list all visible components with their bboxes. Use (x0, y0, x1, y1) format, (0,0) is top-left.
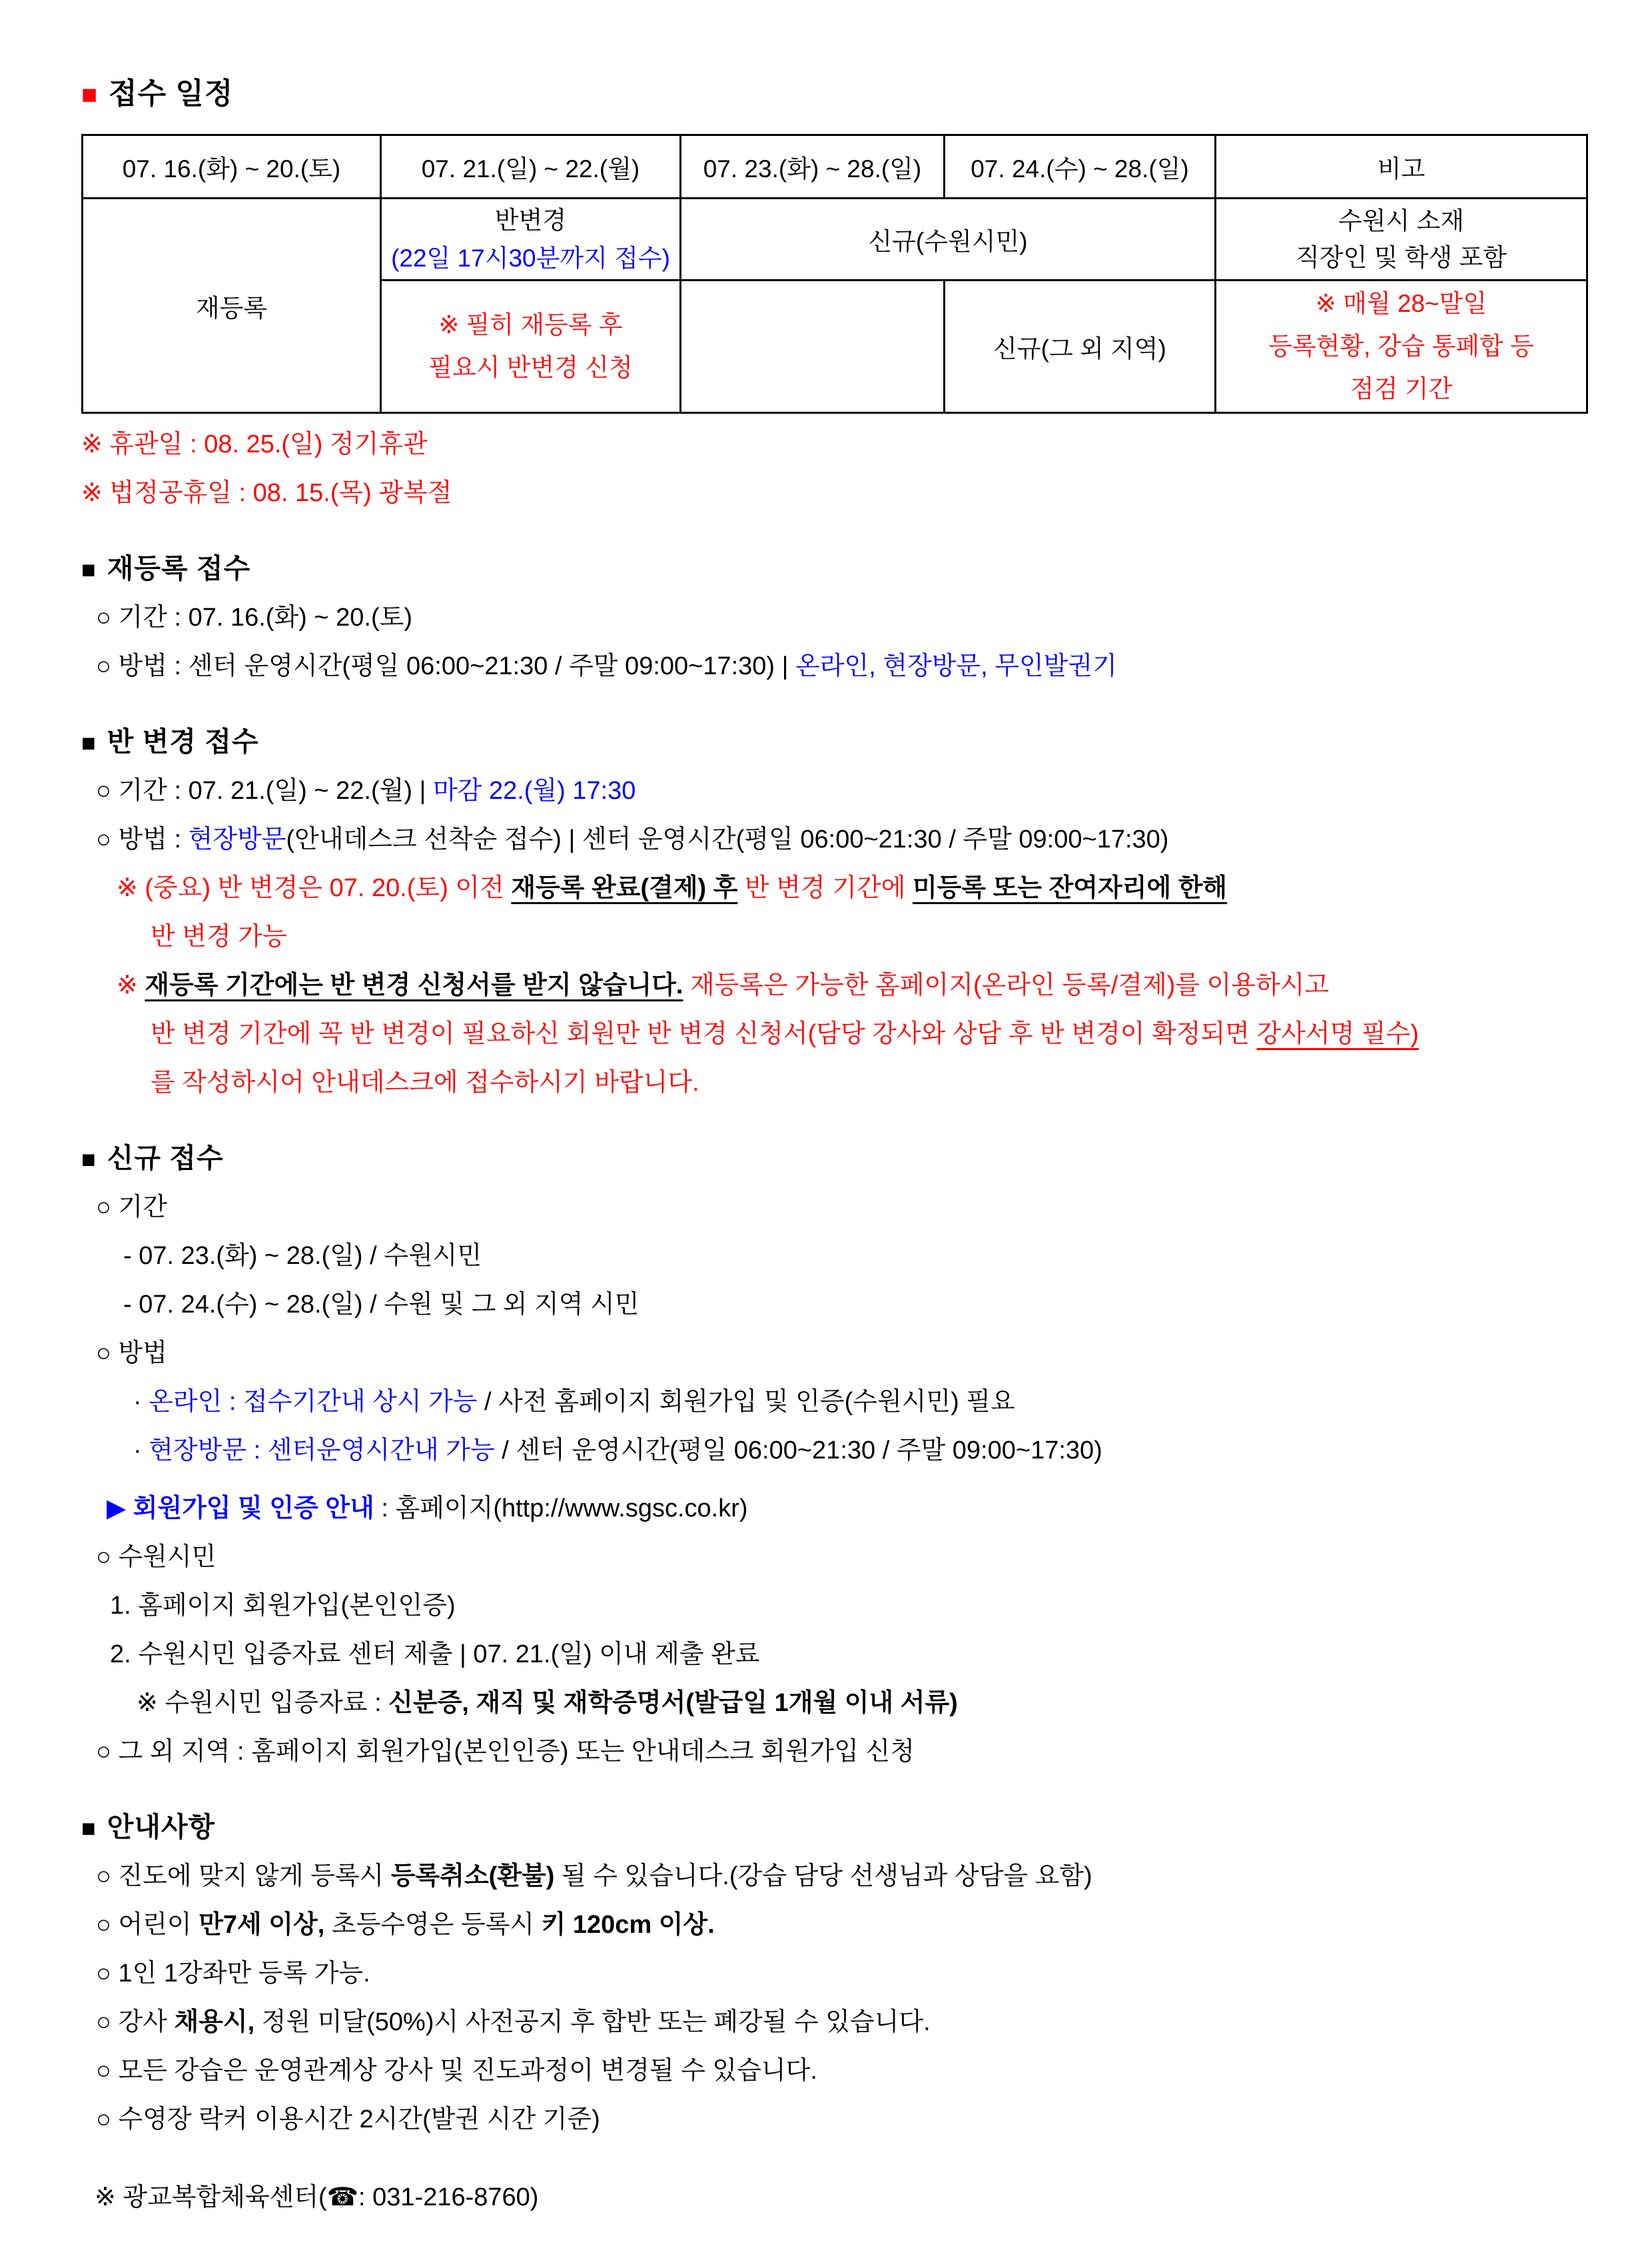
text-line (1216, 282, 1586, 325)
text-segment: 재등록 기간에는 반 변경 신청서를 받지 않습니다. (145, 971, 683, 999)
text-line (81, 2095, 1599, 2144)
text-line (382, 239, 679, 277)
holiday-notes (81, 420, 1599, 518)
text-segment: ※ 매월 28~말일 (1315, 290, 1487, 317)
text-line (382, 201, 679, 239)
text-line (81, 864, 1599, 913)
text-segment: - 07. 24.(수) ~ 28.(일) / 수원 및 그 외 지역 시민 (123, 1291, 639, 1319)
text-segment (683, 971, 690, 999)
text-line (81, 767, 1599, 816)
text-segment: ▶ (107, 1494, 133, 1522)
text-line (81, 642, 1599, 691)
section-heading-text: 신규 접수 (107, 1143, 224, 1173)
text-segment: 2. 수원시민 입증자료 센터 제출 | 07. 21.(일) 이내 제출 완료 (110, 1640, 760, 1668)
table-row (83, 199, 1587, 281)
text-segment: 회원가입 및 인증 안내 (133, 1494, 374, 1522)
text-line (81, 816, 1599, 864)
text-line (1216, 203, 1586, 239)
text-segment: ※ 법정공휴일 : 08. 15.(목) 광복절 (81, 479, 452, 507)
text-segment: 현장방문 (188, 826, 286, 853)
text-segment: 만7세 이상, (199, 1911, 325, 1939)
text-segment: ○ 모든 강습은 운영관계상 강사 및 진도과정이 변경될 수 있습니다. (96, 2057, 817, 2085)
text-segment: ※ (117, 971, 145, 999)
text-segment: 정원 미달(50%)시 사전공지 후 합반 또는 폐강될 수 있습니다. (254, 2008, 931, 2036)
text-line (382, 346, 679, 389)
text-line (81, 1950, 1599, 1998)
text-line (81, 1998, 1599, 2047)
page-title-text: 접수 일정 (109, 77, 234, 110)
text-line (81, 2047, 1599, 2095)
text-segment: ※ 수원시민 입증자료 : (137, 1689, 389, 1717)
cell-diagonal-empty (681, 281, 945, 413)
text-segment: ○ 수원시민 (96, 1543, 216, 1571)
section-heading (81, 1803, 1599, 1852)
section-new-register (81, 1134, 1599, 1776)
table-header-row (83, 135, 1587, 199)
cell-reregister: 재등록 (83, 199, 381, 413)
cell-new-other: 신규(그 외 지역) (945, 281, 1216, 413)
text-line (81, 1484, 1599, 1533)
text-segment: ○ 방법 : 센터 운영시간(평일 06:00~21:30 / 주말 09:00~17:30) | (96, 652, 796, 680)
header-period-2: 07. 21.(일) ~ 22.(월) (381, 135, 681, 199)
text-segment: 반변경 (494, 207, 567, 234)
section-heading-text: 반 변경 접수 (107, 726, 259, 757)
text-line (81, 1329, 1599, 1378)
text-segment: 온라인, 현장방문, 무인발권기 (795, 652, 1117, 680)
text-line (81, 913, 1599, 961)
header-period-3: 07. 23.(화) ~ 28.(일) (681, 135, 945, 199)
section-heading-text: 안내사항 (107, 1812, 216, 1842)
text-line (1216, 239, 1586, 276)
text-line (81, 961, 1599, 1010)
section-body (81, 1852, 1599, 2144)
text-segment: 현장방문 : 센터운영시간내 가능 (149, 1436, 495, 1464)
header-remark: 비고 (1216, 135, 1587, 199)
text-segment: 반 변경 가능 (151, 923, 287, 951)
text-segment: · (133, 1436, 149, 1464)
text-segment: ○ 방법 (96, 1339, 167, 1367)
red-square-icon: ■ (81, 80, 99, 109)
text-segment: : 홈페이지(http://www.sgsc.co.kr) (374, 1494, 748, 1522)
text-segment: ○ 그 외 지역 : 홈페이지 회원가입(본인인증) 또는 안내데스크 회원가입 신청 (96, 1738, 915, 1766)
text-line (81, 1582, 1599, 1630)
section-heading (81, 544, 1599, 594)
text-line (81, 1901, 1599, 1950)
text-segment: ○ 진도에 맞지 않게 등록시 (96, 1862, 391, 1890)
text-segment: 채용시, (174, 2008, 255, 2036)
cell-class-change-note (381, 281, 681, 413)
section-body (81, 1183, 1599, 1776)
text-segment: 등록현황, 강습 통폐합 등 (1268, 332, 1534, 360)
text-segment: ※ (중요) 반 변경은 07. 20.(토) 이전 (117, 874, 512, 902)
text-segment: ○ 강사 (96, 2008, 175, 2036)
section-body (81, 767, 1599, 1107)
text-segment: ○ 기간 : 07. 16.(화) ~ 20.(토) (96, 604, 412, 632)
black-square-icon: ■ (81, 1814, 97, 1842)
text-segment: 1. 홈페이지 회원가입(본인인증) (110, 1592, 456, 1620)
text-segment: ○ 어린이 (96, 1911, 199, 1939)
text-segment: 등록취소(환불) (390, 1862, 555, 1890)
text-segment: (22일 17시30분까지 접수) (391, 245, 670, 272)
text-segment: 온라인 : 접수기간내 상시 가능 (149, 1388, 478, 1416)
header-period-4: 07. 24.(수) ~ 28.(일) (945, 135, 1216, 199)
text-line (81, 1533, 1599, 1582)
section-heading-text: 재등록 접수 (107, 553, 251, 584)
text-segment: / 사전 홈페이지 회원가입 및 인증(수원시민) 필요 (477, 1388, 1015, 1416)
section-heading (81, 718, 1599, 767)
section-heading (81, 1134, 1599, 1183)
text-segment: ○ 기간 (96, 1193, 167, 1221)
footer-contact (81, 2173, 1599, 2222)
text-line (81, 469, 1599, 518)
text-segment: ※ 휴관일 : 08. 25.(일) 정기휴관 (81, 430, 428, 458)
text-line (81, 1630, 1599, 1679)
cell-remark-bottom (1216, 281, 1587, 413)
text-line (81, 420, 1599, 469)
text-segment: · (133, 1388, 149, 1416)
text-segment: (안내데스크 선착순 접수) | 센터 운영시간(평일 06:00~21:30 / 주말 09:00~17:30) (286, 826, 1169, 853)
text-line (81, 1679, 1599, 1728)
text-segment: 초등수영은 등록시 (324, 1911, 542, 1939)
page-title (81, 75, 1599, 114)
text-segment: / 센터 운영시간(평일 06:00~21:30 / 주말 09:00~17:30) (494, 1436, 1102, 1464)
schedule-table (81, 134, 1588, 414)
text-segment: 직장인 및 학생 포함 (1296, 244, 1507, 271)
text-line (1216, 325, 1586, 368)
text-segment: 를 작성하시어 안내데스크에 접수하시기 바랍니다. (151, 1069, 699, 1097)
cell-new-suwon: 신규(수원시민) (681, 199, 1216, 281)
text-line (81, 1232, 1599, 1281)
text-line (1216, 368, 1586, 410)
black-square-icon: ■ (81, 729, 97, 756)
text-line (81, 1183, 1599, 1232)
header-period-1: 07. 16.(화) ~ 20.(토) (83, 135, 381, 199)
text-segment: ※ 광교복합체육센터(☎: 031-216-8760) (95, 2183, 539, 2211)
text-segment: ○ 방법 : (96, 826, 189, 853)
text-line (81, 1426, 1599, 1475)
text-segment: 반 변경 기간에 (737, 874, 913, 902)
text-segment: 될 수 있습니다.(강습 담당 선생님과 상담을 요함) (554, 1862, 1092, 1890)
text-line (81, 1010, 1599, 1059)
text-segment: 마감 22.(월) 17:30 (432, 777, 636, 805)
text-segment: 필요시 반변경 신청 (428, 354, 633, 381)
text-line (81, 1059, 1599, 1107)
text-segment: ※ 필히 재등록 후 (438, 311, 623, 338)
text-segment: 재등록 완료(결제) 후 (511, 874, 738, 902)
text-segment: 신분증, 재직 및 재학증명서(발급일 1개월 이내 서류) (388, 1689, 958, 1717)
text-line (382, 304, 679, 346)
text-line (81, 2173, 1599, 2222)
cell-remark-top (1216, 199, 1587, 281)
section-class-change (81, 718, 1599, 1107)
black-square-icon: ■ (81, 556, 97, 583)
text-segment: - 07. 23.(화) ~ 28.(일) / 수원시민 (123, 1242, 482, 1270)
text-segment: ○ 수영장 락커 이용시간 2시간(발권 시간 기준) (96, 2105, 600, 2133)
section-reregister (81, 544, 1599, 691)
text-segment: 반 변경 기간에 꼭 반 변경이 필요하신 회원만 반 변경 신청서(담당 강사와 상담 후 반 변경이 확정되면 (151, 1020, 1257, 1048)
text-line (81, 1281, 1599, 1329)
black-square-icon: ■ (81, 1145, 97, 1173)
text-segment: ○ 기간 : 07. 21.(일) ~ 22.(월) | (96, 777, 433, 805)
text-segment: 점검 기간 (1350, 375, 1453, 402)
text-segment: 재등록은 가능한 홈페이지(온라인 등록/결제)를 이용하시고 (690, 971, 1330, 999)
section-notices (81, 1803, 1599, 2144)
text-line (81, 1852, 1599, 1901)
text-line (81, 594, 1599, 642)
section-body (81, 594, 1599, 691)
text-line (81, 1378, 1599, 1426)
text-segment: 키 120cm 이상. (541, 1911, 715, 1939)
text-segment: 강사서명 필수) (1256, 1020, 1419, 1048)
text-segment: 미등록 또는 잔여자리에 한해 (912, 874, 1228, 902)
text-segment: 수원시 소재 (1338, 207, 1464, 235)
text-segment: ○ 1인 1강좌만 등록 가능. (96, 1960, 370, 1987)
text-line (81, 1728, 1599, 1776)
cell-class-change (381, 199, 681, 281)
